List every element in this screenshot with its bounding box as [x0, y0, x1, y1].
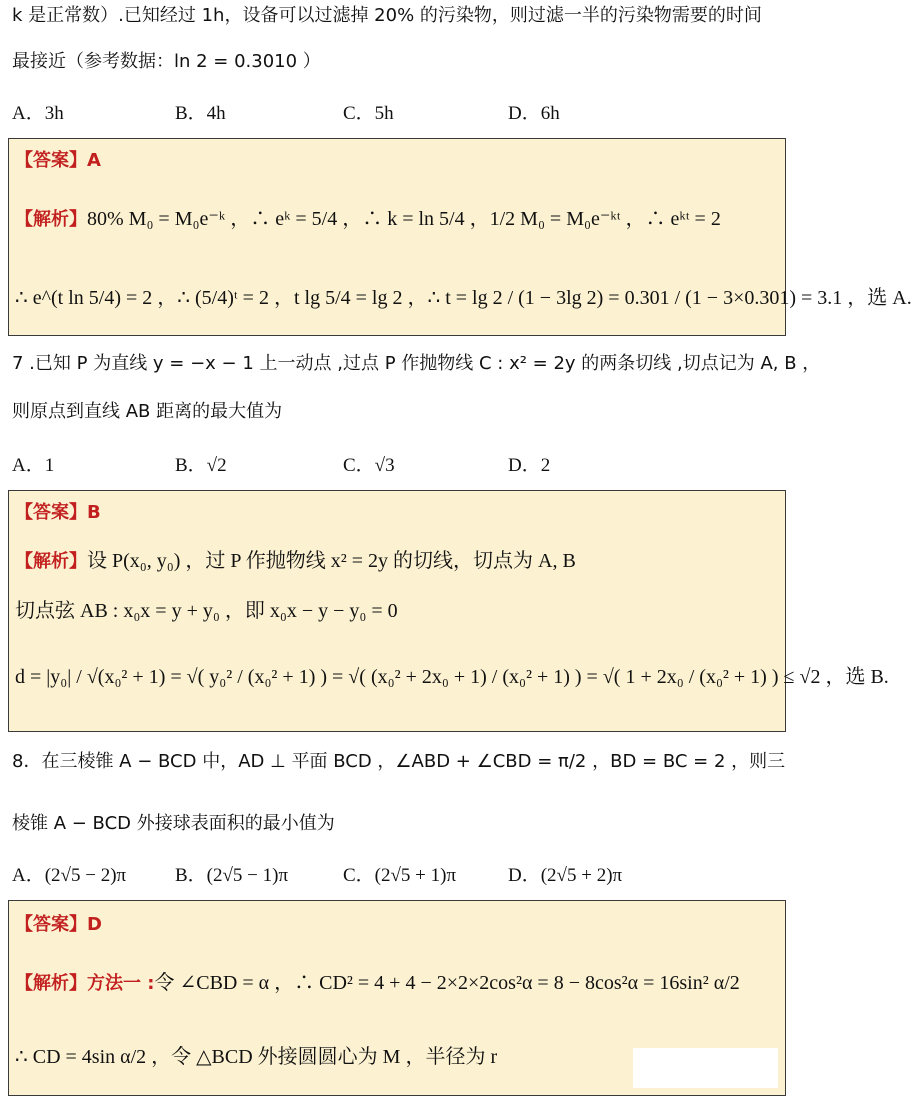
- q6-answer-value: A: [87, 150, 101, 171]
- q7-analysis-tag: 【解析】: [15, 551, 87, 572]
- q7-answer-line: [15, 499, 101, 527]
- q7-option-d: D．2: [508, 455, 551, 476]
- q7-option-b: B．√2: [175, 455, 227, 476]
- q8-analysis-line-2: [15, 1043, 497, 1072]
- q8-analysis-line-1: [15, 969, 740, 998]
- q6-option-d: D．6h: [508, 103, 560, 124]
- q8-stem-line-1: 8．在三棱锥 A − BCD 中，AD ⊥ 平面 BCD ，∠ABD + ∠CBD = π/2 ，BD = BC = 2 ，则三: [12, 751, 786, 772]
- q7-answer-value: B: [87, 502, 101, 523]
- q7-analysis-line-3: [15, 663, 889, 692]
- q8-option-c: C．(2√5 + 1)π: [343, 865, 457, 886]
- q8-option-b: B．(2√5 − 1)π: [175, 865, 289, 886]
- q7-analysis-line-2: [15, 597, 398, 626]
- q6-answer-tag: 【答案】: [15, 150, 87, 171]
- q7-option-c: C．√3: [343, 455, 395, 476]
- q7-analysis-line-1: [15, 547, 576, 576]
- q7-analysis-text-3: d = |y₀| / √(x₀² + 1) = √( y₀² / (x₀² + 1) ) = √( (x₀² + 2x₀ + 1) / (x₀² + 1) ) = √( 1 + 2x₀ / (x₀² + 1) ) ≤ √2 ，选 B.: [15, 666, 889, 688]
- q6-option-b: B．4h: [175, 103, 226, 124]
- q8-answer-value: D: [87, 914, 102, 935]
- q6-answer-line: [15, 147, 101, 175]
- intro-line-1: k 是正常数）.已知经过 1h，设备可以过滤掉 20% 的污染物，则过滤一半的污染物需要的时间: [12, 5, 762, 26]
- q7-answer-box: [8, 490, 889, 732]
- q8-answer-line: [15, 911, 102, 939]
- intro-line-2: 最接近（参考数据：ln 2 = 0.3010 ）: [12, 51, 321, 72]
- q6-analysis-line-2: [15, 284, 912, 313]
- q7-stem-line-2: 则原点到直线 AB 距离的最大值为: [12, 401, 283, 422]
- blank-patch: [633, 1048, 778, 1088]
- q7-analysis-text-2: 切点弦 AB : x₀x = y + y₀ ，即 x₀x − y − y₀ = 0: [15, 600, 398, 622]
- q6-analysis-text-2: ∴ e^(t ln 5/4) = 2 ，∴ (5/4)ᵗ = 2 ，t lg 5/4 = lg 2 ，∴ t = lg 2 / (1 − 3lg 2) = 0.301 / (1 − 3×0.301) = 3.1 ，选 A.: [15, 287, 912, 309]
- q8-stem-line-2: 棱锥 A − BCD 外接球表面积的最小值为: [12, 813, 335, 834]
- q8-answer-tag: 【答案】: [15, 914, 87, 935]
- q6-answer-box: [8, 138, 912, 336]
- q7-stem-line-1: 7 .已知 P 为直线 y = −x − 1 上一动点 ,过点 P 作抛物线 C : x² = 2y 的两条切线 ,切点记为 A, B ，: [12, 353, 821, 374]
- q8-analysis-tag: 【解析】方法一 :: [15, 973, 155, 994]
- q6-option-a: A．3h: [12, 103, 64, 124]
- q6-analysis-tag: 【解析】: [15, 209, 87, 230]
- q6-analysis-line-1: [15, 205, 721, 234]
- q8-option-d: D．(2√5 + 2)π: [508, 865, 623, 886]
- q7-option-a: A．1: [12, 455, 55, 476]
- q8-analysis-text-1: 令 ∠CBD = α ，∴ CD² = 4 + 4 − 2×2×2cos²α = 8 − 8cos²α = 16sin² α/2: [154, 972, 740, 994]
- q8-analysis-text-2: ∴ CD = 4sin α/2 ，令 △BCD 外接圆圆心为 M ，半径为 r: [15, 1046, 498, 1068]
- q6-analysis-text-1: 80% M₀ = M₀e⁻ᵏ ，∴ eᵏ = 5/4 ，∴ k = ln 5/4 ，1/2 M₀ = M₀e⁻ᵏᵗ ，∴ eᵏᵗ = 2: [87, 208, 721, 230]
- q6-option-c: C．5h: [343, 103, 394, 124]
- q8-option-a: A．(2√5 − 2)π: [12, 865, 127, 886]
- q7-answer-tag: 【答案】: [15, 502, 87, 523]
- q7-analysis-text-1: 设 P(x₀, y₀) ，过 P 作抛物线 x² = 2y 的切线，切点为 A, B: [87, 550, 576, 572]
